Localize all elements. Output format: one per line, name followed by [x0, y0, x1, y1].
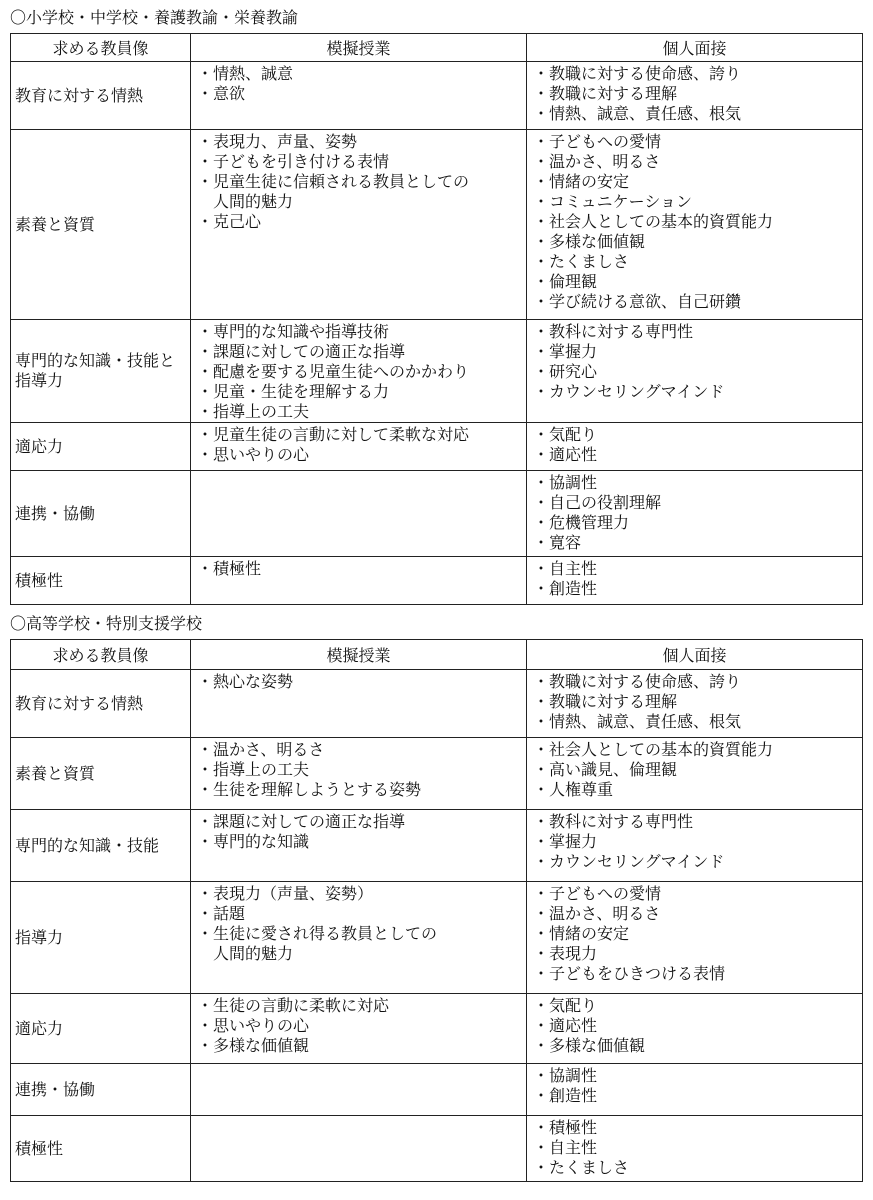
list-item: ・気配り: [533, 996, 598, 1015]
evaluation-table-2: [10, 639, 863, 1182]
row-category: 教育に対する情熱: [11, 670, 191, 738]
table-row: [11, 557, 863, 605]
row-category: 積極性: [11, 557, 191, 605]
mogi-jugyo-cell: [191, 994, 527, 1064]
list-item: ・教職に対する理解: [533, 84, 678, 103]
list-item: ・社会人としての基本的資質能力: [533, 212, 774, 231]
row-category: 連携・協働: [11, 471, 191, 557]
list-item: ・創造性: [533, 579, 598, 598]
list-item: ・子どもをひきつける表情: [533, 964, 726, 983]
kojin-mensetsu-cell: [527, 670, 863, 738]
list-item: ・学び続ける意欲、自己研鑽: [533, 292, 742, 311]
row-category: 適応力: [11, 423, 191, 471]
list-item: ・創造性: [533, 1086, 598, 1105]
list-item: ・寛容: [533, 533, 582, 552]
mogi-jugyo-cell: [191, 130, 527, 320]
header-kyoinzo: 求める教員像: [11, 640, 191, 670]
list-item: ・子どもを引き付ける表情: [197, 152, 390, 171]
list-item: ・たくましさ: [533, 252, 630, 271]
list-item: ・表現力（声量、姿勢）: [197, 884, 374, 903]
list-item: ・気配り: [533, 425, 598, 444]
list-item: ・意欲: [197, 84, 246, 103]
list-item: ・表現力、声量、姿勢: [197, 132, 358, 151]
kojin-mensetsu-cell: [527, 882, 863, 994]
list-item: ・教職に対する理解: [533, 692, 678, 711]
list-item: ・子どもへの愛情: [533, 132, 662, 151]
list-item: ・協調性: [533, 473, 598, 492]
mogi-jugyo-cell: [191, 738, 527, 810]
list-item: ・温かさ、明るさ: [533, 904, 661, 923]
table-row: [11, 471, 863, 557]
list-item: ・児童生徒に信頼される教員としての: [197, 172, 470, 191]
list-item: ・積極性: [533, 1118, 598, 1137]
list-item: ・積極性: [197, 559, 262, 578]
list-item: ・思いやりの心: [197, 1016, 310, 1035]
list-item: ・克己心: [197, 212, 262, 231]
list-item: ・生徒に愛され得る教員としての: [197, 924, 438, 943]
list-item: ・情熱、誠意、責任感、根気: [533, 712, 742, 731]
list-item: ・情緒の安定: [533, 172, 630, 191]
list-item: ・適応性: [533, 445, 598, 464]
mogi-jugyo-cell: [191, 882, 527, 994]
table-row: [11, 670, 863, 738]
row-category: 教育に対する情熱: [11, 62, 191, 130]
list-item: ・話題: [197, 904, 246, 923]
table-row: [11, 320, 863, 423]
list-item: ・たくましさ: [533, 1158, 630, 1177]
row-category: 素養と資質: [11, 130, 191, 320]
list-item: ・情熱、誠意、責任感、根気: [533, 104, 742, 123]
list-item: ・自己の役割理解: [533, 493, 662, 512]
mogi-jugyo-cell: [191, 670, 527, 738]
kojin-mensetsu-cell: [527, 130, 863, 320]
list-item: ・社会人としての基本的資質能力: [533, 740, 774, 759]
list-item: ・生徒の言動に柔軟に対応: [197, 996, 390, 1015]
table-row: [11, 62, 863, 130]
evaluation-table-1: [10, 33, 863, 605]
table-header-row: [11, 34, 863, 62]
list-item: 人間的魅力: [197, 944, 294, 963]
list-item: ・危機管理力: [533, 513, 630, 532]
row-category: 積極性: [11, 1116, 191, 1182]
list-item: ・自主性: [533, 1138, 598, 1157]
list-item: ・課題に対しての適正な指導: [197, 812, 406, 831]
mogi-jugyo-cell: [191, 810, 527, 882]
list-item: ・カウンセリングマインド: [533, 852, 725, 871]
list-item: ・指導上の工夫: [197, 402, 310, 421]
kojin-mensetsu-cell: [527, 1064, 863, 1116]
mogi-jugyo-cell: [191, 320, 527, 423]
list-item: ・専門的な知識: [197, 832, 310, 851]
list-item: ・倫理観: [533, 272, 598, 291]
list-item: ・熱心な姿勢: [197, 672, 294, 691]
kojin-mensetsu-cell: [527, 738, 863, 810]
header-kojin-mensetsu: 個人面接: [527, 640, 863, 670]
table-row: [11, 810, 863, 882]
mogi-jugyo-cell: [191, 423, 527, 471]
list-item: ・人権尊重: [533, 780, 614, 799]
section-title-2: 〇高等学校・特別支援学校: [10, 614, 203, 633]
header-kyoinzo: 求める教員像: [11, 34, 191, 62]
list-item: ・掌握力: [533, 342, 598, 361]
kojin-mensetsu-cell: [527, 994, 863, 1064]
section-title-1: 〇小学校・中学校・養護教諭・栄養教諭: [10, 8, 299, 27]
list-item: ・思いやりの心: [197, 445, 310, 464]
header-kojin-mensetsu: 個人面接: [527, 34, 863, 62]
kojin-mensetsu-cell: [527, 423, 863, 471]
header-mogi-jugyo: 模擬授業: [191, 34, 527, 62]
row-category: 専門的な知識・技能と指導力: [11, 320, 191, 423]
list-item: ・自主性: [533, 559, 598, 578]
mogi-jugyo-cell: [191, 471, 527, 557]
table-row: [11, 1116, 863, 1182]
list-item: ・カウンセリングマインド: [533, 382, 725, 401]
list-item: ・多様な価値観: [197, 1036, 310, 1055]
list-item: ・研究心: [533, 362, 598, 381]
mogi-jugyo-cell: [191, 557, 527, 605]
list-item: ・児童・生徒を理解する力: [197, 382, 390, 401]
row-category: 連携・協働: [11, 1064, 191, 1116]
list-item: ・子どもへの愛情: [533, 884, 662, 903]
mogi-jugyo-cell: [191, 1064, 527, 1116]
kojin-mensetsu-cell: [527, 471, 863, 557]
list-item: ・掌握力: [533, 832, 598, 851]
row-category: 専門的な知識・技能: [11, 810, 191, 882]
list-item: ・教科に対する専門性: [533, 322, 694, 341]
list-item: ・適応性: [533, 1016, 598, 1035]
list-item: ・配慮を要する児童生徒へのかかわり: [197, 362, 470, 381]
table-row: [11, 882, 863, 994]
list-item: ・教科に対する専門性: [533, 812, 694, 831]
list-item: ・生徒を理解しようとする姿勢: [197, 780, 422, 799]
table-row: [11, 423, 863, 471]
row-category: 指導力: [11, 882, 191, 994]
kojin-mensetsu-cell: [527, 1116, 863, 1182]
list-item: ・指導上の工夫: [197, 760, 310, 779]
list-item: ・専門的な知識や指導技術: [197, 322, 390, 341]
list-item: ・情熱、誠意: [197, 64, 294, 83]
list-item: ・児童生徒の言動に対して柔軟な対応: [197, 425, 470, 444]
kojin-mensetsu-cell: [527, 557, 863, 605]
list-item: ・コミュニケーション: [533, 192, 693, 211]
list-item: ・高い識見、倫理観: [533, 760, 678, 779]
kojin-mensetsu-cell: [527, 62, 863, 130]
kojin-mensetsu-cell: [527, 320, 863, 423]
list-item: ・温かさ、明るさ: [197, 740, 325, 759]
row-category: 適応力: [11, 994, 191, 1064]
table-row: [11, 738, 863, 810]
list-item: ・情緒の安定: [533, 924, 630, 943]
list-item: ・温かさ、明るさ: [533, 152, 661, 171]
row-category: 素養と資質: [11, 738, 191, 810]
list-item: ・多様な価値観: [533, 1036, 646, 1055]
list-item: ・多様な価値観: [533, 232, 646, 251]
list-item: ・教職に対する使命感、誇り: [533, 64, 742, 83]
header-mogi-jugyo: 模擬授業: [191, 640, 527, 670]
list-item: 人間的魅力: [197, 192, 294, 211]
table-row: [11, 130, 863, 320]
table-row: [11, 1064, 863, 1116]
list-item: ・課題に対しての適正な指導: [197, 342, 406, 361]
list-item: ・協調性: [533, 1066, 598, 1085]
list-item: ・表現力: [533, 944, 598, 963]
list-item: ・教職に対する使命感、誇り: [533, 672, 742, 691]
table-row: [11, 994, 863, 1064]
kojin-mensetsu-cell: [527, 810, 863, 882]
mogi-jugyo-cell: [191, 62, 527, 130]
table-header-row: [11, 640, 863, 670]
mogi-jugyo-cell: [191, 1116, 527, 1182]
